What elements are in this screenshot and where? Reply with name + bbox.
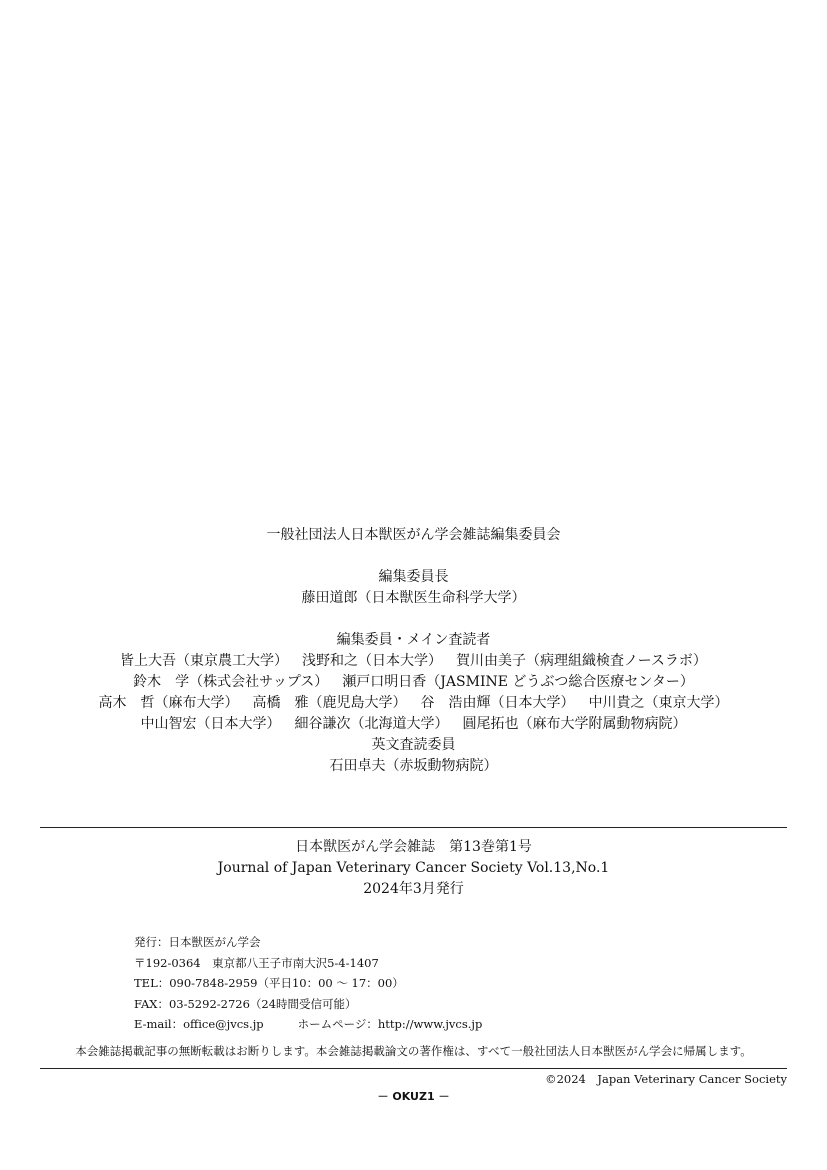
english-reviewer: 石田卓夫（赤坂動物病院）	[329, 758, 498, 774]
member: 細谷謙次（北海道大学）	[294, 716, 449, 732]
publisher-address: 〒192-0364 東京都八王子市南大沢5-4-1407	[134, 955, 379, 970]
member: 瀬戸口明日香（JASMINE どうぶつ総合医療センター）	[342, 674, 694, 690]
committee-title: 一般社団法人日本獣医がん学会雑誌編集委員会	[266, 527, 561, 543]
copyright-notice: 本会雑誌掲載記事の無断転載はお断りします。本会雑誌掲載論文の著作権は、すべて一般社団法人日本獣医がん学会に帰属します。	[75, 1044, 752, 1058]
member: 高橋 雅（鹿児島大学）	[252, 695, 407, 711]
member: 賀川由美子（病理組織検査ノースラボ）	[456, 653, 707, 669]
top-divider	[40, 827, 787, 828]
bottom-divider	[40, 1068, 787, 1069]
publisher-email: E-mail：office@jvcs.jp	[134, 1017, 264, 1031]
member: 浅野和之（日本大学）	[302, 653, 443, 669]
member-line	[0, 693, 827, 714]
member: 鈴木 学（株式会社サップス）	[133, 674, 329, 690]
member-line	[0, 651, 827, 672]
journal-title-ja: 日本獣医がん学会雑誌 第13巻第1号	[295, 839, 532, 855]
member: 中山智宏（日本大学）	[140, 716, 281, 732]
issue-date: 2024年3月発行	[363, 881, 464, 897]
publisher-fax: FAX：03-5292-2726（24時間受信可能）	[134, 996, 357, 1011]
journal-title-en: Journal of Japan Veterinary Cancer Society Vol.13,No.1	[217, 860, 610, 876]
publisher-issuer: 発行：日本獣医がん学会	[134, 935, 261, 949]
member-line	[0, 714, 827, 735]
member: 高木 哲（麻布大学）	[98, 695, 239, 711]
member: 中川貴之（東京大学）	[588, 695, 729, 711]
page-footer-mark: － OKUZ1 －	[377, 1090, 450, 1103]
members-label: 編集委員・メイン査読者	[336, 632, 491, 648]
chief-editor: 藤田道郎（日本獣医生命科学大学）	[301, 590, 526, 606]
publisher-contact	[134, 1014, 482, 1035]
publisher-tel: TEL：090-7848-2959（平日10：00 ～ 17：00）	[134, 976, 404, 990]
member: 圓尾拓也（麻布大学附属動物病院）	[462, 716, 687, 732]
copyright: ©2024 Japan Veterinary Cancer Society	[545, 1072, 787, 1086]
member-line	[0, 672, 827, 693]
english-reviewer-label: 英文査読委員	[371, 737, 456, 753]
chief-editor-label: 編集委員長	[378, 569, 449, 585]
member: 谷 浩由輝（日本大学）	[420, 695, 575, 711]
member: 皆上大吾（東京農工大学）	[120, 653, 289, 669]
publisher-homepage: ホームページ：http://www.jvcs.jp	[297, 1017, 483, 1031]
